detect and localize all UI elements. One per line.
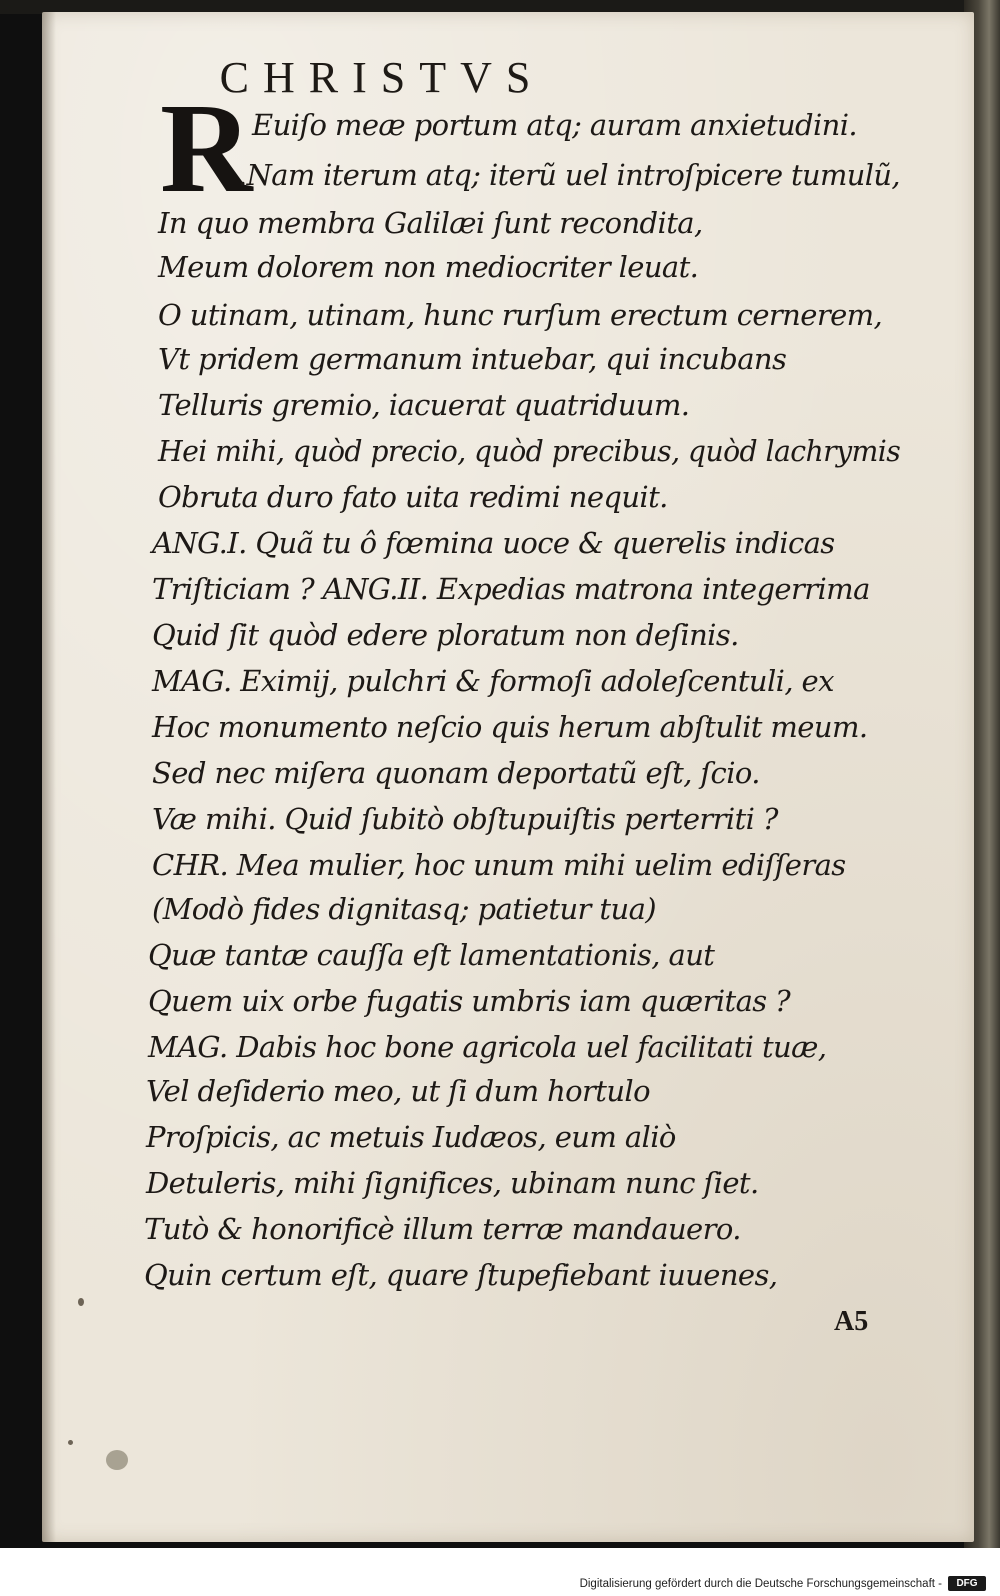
text-line: Vel deſiderio meo, ut ſi dum hortulo — [146, 1074, 650, 1108]
drop-cap: R — [160, 77, 253, 219]
text-line: ANG.I. Quã tu ô fœmina uoce & querelis indicas — [152, 526, 835, 560]
text-line: Euiſo meæ portum atq; auram anxietudini. — [252, 108, 858, 142]
text-line: Hei mihi, quòd precio, quòd precibus, quòd lachrymis — [158, 434, 901, 468]
text-line: Quæ tantæ cauſſa eſt lamentationis, aut — [148, 938, 715, 972]
page-gutter-shadow — [42, 12, 56, 1542]
paper-stain — [106, 1450, 128, 1470]
dfg-logo: DFG — [948, 1576, 986, 1591]
text-line: Telluris gremio, iacuerat quatriduum. — [158, 388, 690, 422]
text-line: Meum dolorem non mediocriter leuat. — [158, 250, 699, 284]
text-line: MAG. Eximij, pulchri & formoſi adoleſcentuli, ex — [152, 664, 834, 698]
text-line: Triſticiam ? ANG.II. Expedias matrona integerrima — [152, 572, 870, 606]
text-line: Proſpicis, ac metuis Iudæos, eum aliò — [146, 1120, 676, 1154]
text-line: Tutò & honorificè illum terræ mandauero. — [144, 1212, 741, 1246]
text-line: Quem uix orbe fugatis umbris iam quæritas ? — [148, 984, 791, 1018]
running-header: CHRISTVS — [219, 53, 545, 102]
paper-stain — [78, 1298, 84, 1306]
text-line: (Modò fides dignitasq; patietur tua) — [152, 892, 656, 926]
paper-stain — [68, 1440, 73, 1445]
text-line: Hoc monumento neſcio quis herum abſtulit meum. — [152, 710, 868, 744]
text-line: Vt pridem germanum intuebar, qui incubans — [158, 342, 787, 376]
text-line: .Nam iterum atq; iterũ uel introſpicere tumulũ, — [238, 158, 900, 192]
funding-credit: Digitalisierung gefördert durch die Deutsche Forschungsgemeinschaft - — [579, 1578, 942, 1590]
text-line: Quid ſit quòd edere ploratum non deſinis. — [152, 618, 739, 652]
text-line: O utinam, utinam, hunc rurſum erectum cernerem, — [158, 298, 883, 332]
text-line: Quin certum eſt, quare ſtupefiebant iuuenes, — [144, 1258, 778, 1292]
text-line: Detuleris, mihi ſignifices, ubinam nunc ſiet. — [146, 1166, 759, 1200]
text-line: CHR. Mea mulier, hoc unum mihi uelim ediſſeras — [152, 848, 846, 882]
signature-mark: A5 — [834, 1306, 869, 1337]
text-line: In quo membra Galilæi ſunt recondita, — [158, 206, 703, 240]
text-line: Væ mihi. Quid ſubitò obſtupuiſtis perterriti ? — [152, 802, 778, 836]
text-line: Obruta duro fato uita redimi nequit. — [158, 480, 668, 514]
text-line: MAG. Dabis hoc bone agricola uel facilitati tuæ, — [148, 1030, 827, 1064]
text-line: Sed nec miſera quonam deportatũ eſt, ſcio. — [152, 756, 760, 790]
